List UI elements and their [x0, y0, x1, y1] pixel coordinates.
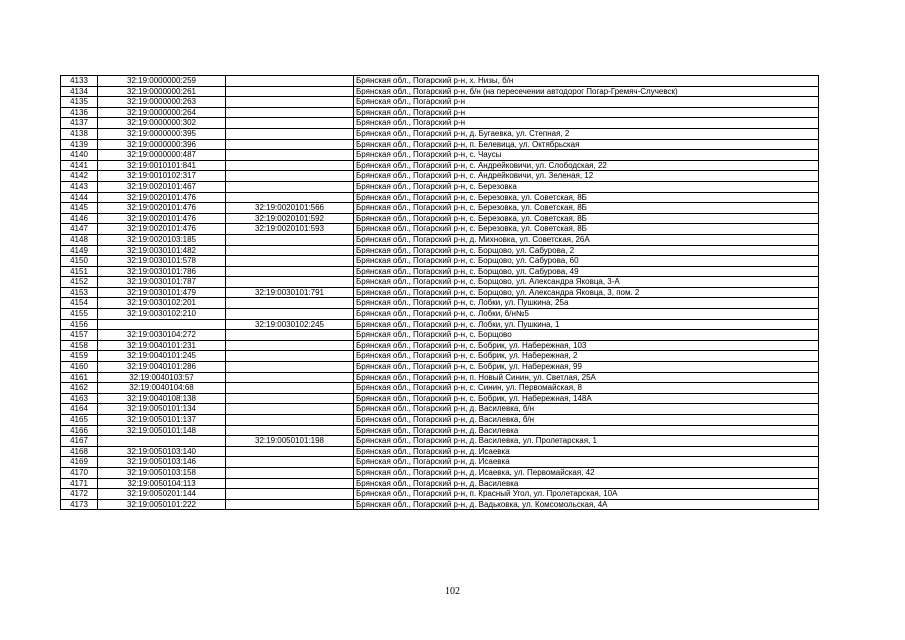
table-row	[61, 150, 819, 161]
address-cell: Брянская обл., Погарский р-н	[354, 97, 819, 108]
row-number-cell: 4165	[61, 415, 98, 426]
address-cell: Брянская обл., Погарский р-н, п. Новый Синин, ул. Светлая, 25А	[354, 372, 819, 383]
table-row	[61, 298, 819, 309]
table-row	[61, 436, 819, 447]
row-number-cell: 4135	[61, 97, 98, 108]
table-row	[61, 393, 819, 404]
address-cell: Брянская обл., Погарский р-н, с. Бобрик, ул. Набережная, 2	[354, 351, 819, 362]
secondary-cadastral-number-cell: 32:19:0020101:566	[226, 203, 354, 214]
cadastral-number-cell: 32:19:0010101:841	[98, 160, 226, 171]
table-row	[61, 457, 819, 468]
row-number-cell: 4143	[61, 181, 98, 192]
secondary-cadastral-number-cell	[226, 383, 354, 394]
address-cell: Брянская обл., Погарский р-н, с. Синин, ул. Первомайская, 8	[354, 383, 819, 394]
address-cell: Брянская обл., Погарский р-н, д. Исаевка, ул. Первомайская, 42	[354, 467, 819, 478]
address-cell: Брянская обл., Погарский р-н, с. Лобки, ул. Пушкина, 1	[354, 319, 819, 330]
secondary-cadastral-number-cell	[226, 256, 354, 267]
cadastral-number-cell: 32:19:0050104:113	[98, 478, 226, 489]
row-number-cell: 4173	[61, 499, 98, 510]
table-row	[61, 499, 819, 510]
table-row	[61, 224, 819, 235]
address-cell: Брянская обл., Погарский р-н, с. Березовка, ул. Советская, 8Б	[354, 192, 819, 203]
address-cell: Брянская обл., Погарский р-н, с. Березовка, ул. Советская, 8Б	[354, 213, 819, 224]
secondary-cadastral-number-cell	[226, 128, 354, 139]
row-number-cell: 4167	[61, 436, 98, 447]
secondary-cadastral-number-cell	[226, 97, 354, 108]
cadastral-number-cell: 32:19:0040101:286	[98, 362, 226, 373]
table-row	[61, 330, 819, 341]
address-cell: Брянская обл., Погарский р-н, с. Борщово, ул. Сабурова, 60	[354, 256, 819, 267]
secondary-cadastral-number-cell: 32:19:0050101:198	[226, 436, 354, 447]
cadastral-number-cell: 32:19:0000000:302	[98, 118, 226, 129]
address-cell: Брянская обл., Погарский р-н, д. Вадьковка, ул. Комсомольская, 4А	[354, 499, 819, 510]
row-number-cell: 4149	[61, 245, 98, 256]
row-number-cell: 4171	[61, 478, 98, 489]
address-cell: Брянская обл., Погарский р-н, с. Борщово, ул. Сабурова, 49	[354, 266, 819, 277]
row-number-cell: 4169	[61, 457, 98, 468]
table-row	[61, 489, 819, 500]
row-number-cell: 4139	[61, 139, 98, 150]
row-number-cell: 4146	[61, 213, 98, 224]
cadastral-number-cell: 32:19:0050201:144	[98, 489, 226, 500]
address-cell: Брянская обл., Погарский р-н, д. Василевка, б/н	[354, 404, 819, 415]
secondary-cadastral-number-cell	[226, 362, 354, 373]
secondary-cadastral-number-cell	[226, 277, 354, 288]
cadastral-number-cell: 32:19:0000000:396	[98, 139, 226, 150]
cadastral-number-cell: 32:19:0010102:317	[98, 171, 226, 182]
cadastral-number-cell: 32:19:0000000:263	[98, 97, 226, 108]
row-number-cell: 4156	[61, 319, 98, 330]
cadastral-number-cell: 32:19:0030102:210	[98, 309, 226, 320]
address-cell: Брянская обл., Погарский р-н, с. Борщово, ул. Александра Яковца, 3, пом. 2	[354, 287, 819, 298]
address-cell: Брянская обл., Погарский р-н, д. Исаевка	[354, 446, 819, 457]
row-number-cell: 4170	[61, 467, 98, 478]
table-row	[61, 203, 819, 214]
secondary-cadastral-number-cell	[226, 425, 354, 436]
secondary-cadastral-number-cell	[226, 393, 354, 404]
cadastral-number-cell: 32:19:0030101:578	[98, 256, 226, 267]
secondary-cadastral-number-cell	[226, 234, 354, 245]
address-cell: Брянская обл., Погарский р-н, с. Березовка, ул. Советская, 8Б	[354, 224, 819, 235]
secondary-cadastral-number-cell	[226, 457, 354, 468]
cadastral-number-cell	[98, 319, 226, 330]
secondary-cadastral-number-cell	[226, 181, 354, 192]
table-row	[61, 383, 819, 394]
cadastral-number-cell: 32:19:0020101:467	[98, 181, 226, 192]
secondary-cadastral-number-cell	[226, 340, 354, 351]
row-number-cell: 4162	[61, 383, 98, 394]
table-row	[61, 309, 819, 320]
cadastral-number-cell: 32:19:0030102:201	[98, 298, 226, 309]
row-number-cell: 4157	[61, 330, 98, 341]
table-row	[61, 181, 819, 192]
table-row	[61, 404, 819, 415]
secondary-cadastral-number-cell	[226, 76, 354, 87]
address-cell: Брянская обл., Погарский р-н, с. Чаусы	[354, 150, 819, 161]
row-number-cell: 4163	[61, 393, 98, 404]
address-cell: Брянская обл., Погарский р-н, с. Березовка	[354, 181, 819, 192]
row-number-cell: 4133	[61, 76, 98, 87]
secondary-cadastral-number-cell	[226, 330, 354, 341]
cadastral-number-cell: 32:19:0030101:482	[98, 245, 226, 256]
table-row	[61, 277, 819, 288]
address-cell: Брянская обл., Погарский р-н, с. Бобрик, ул. Набережная, 99	[354, 362, 819, 373]
address-cell: Брянская обл., Погарский р-н	[354, 107, 819, 118]
row-number-cell: 4161	[61, 372, 98, 383]
table-row	[61, 446, 819, 457]
address-cell: Брянская обл., Погарский р-н, б/н (на пересечении автодорог Погар-Гремяч-Случевск)	[354, 86, 819, 97]
row-number-cell: 4152	[61, 277, 98, 288]
address-cell: Брянская обл., Погарский р-н, д. Василевка, ул. Пролетарская, 1	[354, 436, 819, 447]
table-row	[61, 467, 819, 478]
cadastral-number-cell: 32:19:0020103:185	[98, 234, 226, 245]
secondary-cadastral-number-cell	[226, 160, 354, 171]
cadastral-number-cell: 32:19:0050103:146	[98, 457, 226, 468]
cadastral-number-cell: 32:19:0040104:68	[98, 383, 226, 394]
row-number-cell: 4140	[61, 150, 98, 161]
registry-table-body	[61, 76, 819, 510]
secondary-cadastral-number-cell	[226, 86, 354, 97]
property-registry-table	[60, 75, 819, 510]
cadastral-number-cell: 32:19:0000000:395	[98, 128, 226, 139]
address-cell: Брянская обл., Погарский р-н, с. Бобрик, ул. Набережная, 103	[354, 340, 819, 351]
cadastral-number-cell: 32:19:0020101:476	[98, 224, 226, 235]
secondary-cadastral-number-cell	[226, 298, 354, 309]
cadastral-number-cell: 32:19:0000000:261	[98, 86, 226, 97]
secondary-cadastral-number-cell: 32:19:0030101:791	[226, 287, 354, 298]
table-row	[61, 478, 819, 489]
address-cell: Брянская обл., Погарский р-н, п. Белевица, ул. Октябрьская	[354, 139, 819, 150]
address-cell: Брянская обл., Погарский р-н, д. Бугаевка, ул. Степная, 2	[354, 128, 819, 139]
row-number-cell: 4136	[61, 107, 98, 118]
address-cell: Брянская обл., Погарский р-н, с. Борщово, ул. Александра Яковца, 3-А	[354, 277, 819, 288]
secondary-cadastral-number-cell	[226, 192, 354, 203]
cadastral-number-cell: 32:19:0040103:57	[98, 372, 226, 383]
row-number-cell: 4148	[61, 234, 98, 245]
secondary-cadastral-number-cell	[226, 245, 354, 256]
cadastral-number-cell: 32:19:0050103:158	[98, 467, 226, 478]
cadastral-number-cell: 32:19:0030101:479	[98, 287, 226, 298]
row-number-cell: 4145	[61, 203, 98, 214]
address-cell: Брянская обл., Погарский р-н, д. Василевка, б/н	[354, 415, 819, 426]
address-cell: Брянская обл., Погарский р-н	[354, 118, 819, 129]
cadastral-number-cell	[98, 436, 226, 447]
row-number-cell: 4166	[61, 425, 98, 436]
table-row	[61, 245, 819, 256]
address-cell: Брянская обл., Погарский р-н, д. Василевка	[354, 478, 819, 489]
table-row	[61, 340, 819, 351]
table-row	[61, 86, 819, 97]
table-row	[61, 139, 819, 150]
cadastral-number-cell: 32:19:0000000:487	[98, 150, 226, 161]
row-number-cell: 4138	[61, 128, 98, 139]
address-cell: Брянская обл., Погарский р-н, д. Исаевка	[354, 457, 819, 468]
table-row	[61, 351, 819, 362]
secondary-cadastral-number-cell	[226, 489, 354, 500]
secondary-cadastral-number-cell: 32:19:0020101:593	[226, 224, 354, 235]
cadastral-number-cell: 32:19:0050101:148	[98, 425, 226, 436]
address-cell: Брянская обл., Погарский р-н, с. Борщово	[354, 330, 819, 341]
row-number-cell: 4160	[61, 362, 98, 373]
table-row	[61, 213, 819, 224]
cadastral-number-cell: 32:19:0040108:138	[98, 393, 226, 404]
secondary-cadastral-number-cell	[226, 467, 354, 478]
row-number-cell: 4168	[61, 446, 98, 457]
table-row	[61, 171, 819, 182]
row-number-cell: 4158	[61, 340, 98, 351]
address-cell: Брянская обл., Погарский р-н, с. Березовка, ул. Советская, 8Б	[354, 203, 819, 214]
secondary-cadastral-number-cell	[226, 351, 354, 362]
address-cell: Брянская обл., Погарский р-н, с. Андрейковичи, ул. Зеленая, 12	[354, 171, 819, 182]
row-number-cell: 4151	[61, 266, 98, 277]
row-number-cell: 4147	[61, 224, 98, 235]
row-number-cell: 4159	[61, 351, 98, 362]
cadastral-number-cell: 32:19:0050103:140	[98, 446, 226, 457]
row-number-cell: 4164	[61, 404, 98, 415]
cadastral-number-cell: 32:19:0020101:476	[98, 203, 226, 214]
cadastral-number-cell: 32:19:0020101:476	[98, 192, 226, 203]
row-number-cell: 4137	[61, 118, 98, 129]
table-row	[61, 266, 819, 277]
address-cell: Брянская обл., Погарский р-н, с. Бобрик, ул. Набережная, 148А	[354, 393, 819, 404]
secondary-cadastral-number-cell	[226, 499, 354, 510]
table-row	[61, 287, 819, 298]
address-cell: Брянская обл., Погарский р-н, с. Борщово, ул. Сабурова, 2	[354, 245, 819, 256]
secondary-cadastral-number-cell	[226, 171, 354, 182]
secondary-cadastral-number-cell	[226, 415, 354, 426]
cadastral-number-cell: 32:19:0000000:264	[98, 107, 226, 118]
cadastral-number-cell: 32:19:0050101:222	[98, 499, 226, 510]
table-row	[61, 362, 819, 373]
cadastral-number-cell: 32:19:0020101:476	[98, 213, 226, 224]
table-row	[61, 107, 819, 118]
table-row	[61, 256, 819, 267]
address-cell: Брянская обл., Погарский р-н, д. Михновка, ул. Советская, 26А	[354, 234, 819, 245]
cadastral-number-cell: 32:19:0030104:272	[98, 330, 226, 341]
secondary-cadastral-number-cell: 32:19:0030102:245	[226, 319, 354, 330]
address-cell: Брянская обл., Погарский р-н, д. Василевка	[354, 425, 819, 436]
row-number-cell: 4155	[61, 309, 98, 320]
row-number-cell: 4150	[61, 256, 98, 267]
table-row	[61, 160, 819, 171]
cadastral-number-cell: 32:19:0040101:231	[98, 340, 226, 351]
cadastral-number-cell: 32:19:0030101:786	[98, 266, 226, 277]
row-number-cell: 4172	[61, 489, 98, 500]
secondary-cadastral-number-cell	[226, 309, 354, 320]
table-row	[61, 372, 819, 383]
cadastral-number-cell: 32:19:0000000:259	[98, 76, 226, 87]
table-row	[61, 234, 819, 245]
secondary-cadastral-number-cell	[226, 266, 354, 277]
address-cell: Брянская обл., Погарский р-н, с. Андрейковичи, ул. Слободская, 22	[354, 160, 819, 171]
row-number-cell: 4154	[61, 298, 98, 309]
secondary-cadastral-number-cell	[226, 118, 354, 129]
table-row	[61, 97, 819, 108]
table-row	[61, 425, 819, 436]
cadastral-number-cell: 32:19:0040101:245	[98, 351, 226, 362]
row-number-cell: 4134	[61, 86, 98, 97]
cadastral-number-cell: 32:19:0030101:787	[98, 277, 226, 288]
secondary-cadastral-number-cell	[226, 372, 354, 383]
row-number-cell: 4141	[61, 160, 98, 171]
address-cell: Брянская обл., Погарский р-н, х. Низы, б/н	[354, 76, 819, 87]
secondary-cadastral-number-cell	[226, 107, 354, 118]
address-cell: Брянская обл., Погарский р-н, с. Лобки, б/н№5	[354, 309, 819, 320]
cadastral-number-cell: 32:19:0050101:137	[98, 415, 226, 426]
table-row	[61, 192, 819, 203]
address-cell: Брянская обл., Погарский р-н, с. Лобки, ул. Пушкина, 25а	[354, 298, 819, 309]
secondary-cadastral-number-cell	[226, 478, 354, 489]
secondary-cadastral-number-cell	[226, 446, 354, 457]
row-number-cell: 4144	[61, 192, 98, 203]
address-cell: Брянская обл., Погарский р-н, п. Красный Угол, ул. Пролетарская, 10А	[354, 489, 819, 500]
secondary-cadastral-number-cell	[226, 150, 354, 161]
table-row	[61, 128, 819, 139]
table-row	[61, 415, 819, 426]
cadastral-number-cell: 32:19:0050101:134	[98, 404, 226, 415]
page-number: 102	[445, 586, 460, 597]
row-number-cell: 4142	[61, 171, 98, 182]
table-row	[61, 319, 819, 330]
secondary-cadastral-number-cell	[226, 404, 354, 415]
table-row	[61, 118, 819, 129]
row-number-cell: 4153	[61, 287, 98, 298]
secondary-cadastral-number-cell	[226, 139, 354, 150]
secondary-cadastral-number-cell: 32:19:0020101:592	[226, 213, 354, 224]
table-row	[61, 76, 819, 87]
